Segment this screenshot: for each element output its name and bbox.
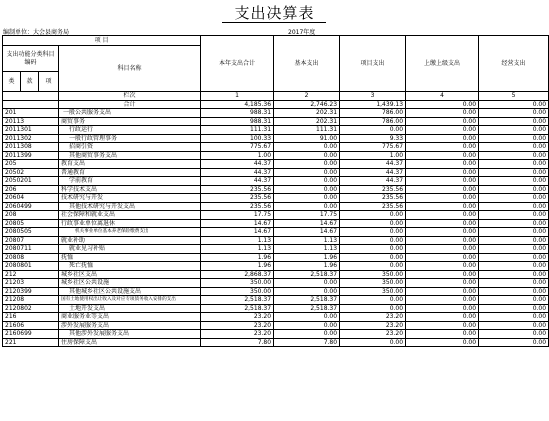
row-code: 2120399 (3, 287, 59, 296)
row-value-5: 0.00 (479, 202, 549, 211)
expenditure-table (2, 35, 549, 347)
total-value-3: 1,439.13 (340, 100, 406, 109)
row-value-4: 0.00 (406, 279, 479, 288)
row-value-5: 0.00 (479, 117, 549, 126)
row-subject-name: 涉外发展服务支出 (59, 321, 201, 330)
col-header-3: 项目支出 (340, 36, 406, 92)
class-header: 类 (3, 72, 21, 92)
row-value-1: 988.31 (201, 117, 274, 126)
row-value-3: 0.00 (340, 338, 406, 347)
row-value-5: 0.00 (479, 313, 549, 322)
row-code: 2050201 (3, 177, 59, 186)
row-value-2: 0.00 (274, 287, 340, 296)
row-value-5: 0.00 (479, 338, 549, 347)
row-code: 20808 (3, 253, 59, 262)
table-row (3, 279, 549, 288)
row-value-2: 0.00 (274, 185, 340, 194)
row-value-4: 0.00 (406, 245, 479, 254)
row-value-1: 2,868.37 (201, 270, 274, 279)
row-value-4: 0.00 (406, 338, 479, 347)
row-value-1: 44.37 (201, 177, 274, 186)
row-value-2: 91.00 (274, 134, 340, 143)
col-header-1: 本年支出合计 (201, 36, 274, 92)
row-value-5: 0.00 (479, 219, 549, 228)
title-underline (222, 22, 326, 23)
table-row (3, 185, 549, 194)
row-value-1: 1.13 (201, 245, 274, 254)
row-value-4: 0.00 (406, 211, 479, 220)
row-value-2: 7.80 (274, 338, 340, 347)
row-subject-name: 住房保障支出 (59, 338, 201, 347)
row-value-1: 111.31 (201, 126, 274, 135)
row-value-1: 2,518.37 (201, 296, 274, 305)
row-value-4: 0.00 (406, 253, 479, 262)
table-row (3, 304, 549, 313)
row-value-1: 17.75 (201, 211, 274, 220)
row-value-5: 0.00 (479, 194, 549, 203)
table-row (3, 253, 549, 262)
row-value-2: 0.00 (274, 194, 340, 203)
row-code: 2160699 (3, 330, 59, 339)
row-value-1: 44.37 (201, 160, 274, 169)
table-row (3, 245, 549, 254)
row-value-1: 100.33 (201, 134, 274, 143)
col-num-2: 2 (274, 92, 340, 101)
row-value-3: 0.00 (340, 236, 406, 245)
row-code: 20805 (3, 219, 59, 228)
row-value-2: 1.13 (274, 236, 340, 245)
table-row (3, 151, 549, 160)
row-value-3: 786.00 (340, 117, 406, 126)
row-value-2: 0.00 (274, 151, 340, 160)
col-num-1: 1 (201, 92, 274, 101)
row-value-3: 350.00 (340, 287, 406, 296)
row-value-1: 350.00 (201, 279, 274, 288)
row-code: 2011399 (3, 151, 59, 160)
row-subject-name: 城乡社区公共设施 (59, 279, 201, 288)
row-subject-name: 行政运行 (59, 126, 201, 135)
row-value-5: 0.00 (479, 262, 549, 271)
row-subject-name: 学前教育 (59, 177, 201, 186)
document-title: 支出决算表 (234, 4, 315, 22)
table-row (3, 126, 549, 135)
row-value-5: 0.00 (479, 134, 549, 143)
row-value-1: 23.20 (201, 321, 274, 330)
row-subject-name: 其他城乡社区公共设施支出 (59, 287, 201, 296)
row-value-2: 14.67 (274, 219, 340, 228)
row-value-3: 44.37 (340, 160, 406, 169)
row-value-3: 23.20 (340, 313, 406, 322)
row-value-5: 0.00 (479, 296, 549, 305)
row-value-4: 0.00 (406, 160, 479, 169)
row-value-3: 0.00 (340, 253, 406, 262)
row-subject-name: 就业见习补贴 (59, 245, 201, 254)
item-header: 项 (39, 72, 59, 92)
row-value-3: 235.56 (340, 202, 406, 211)
row-value-5: 0.00 (479, 279, 549, 288)
row-subject-name: 机关事业单位基本养老保险缴费支出 (59, 228, 201, 237)
row-value-2: 17.75 (274, 211, 340, 220)
table-row (3, 270, 549, 279)
col-header-5: 经营支出 (479, 36, 549, 92)
row-value-4: 0.00 (406, 143, 479, 152)
row-value-5: 0.00 (479, 253, 549, 262)
row-value-4: 0.00 (406, 296, 479, 305)
row-subject-name: 普通教育 (59, 168, 201, 177)
row-value-3: 0.00 (340, 211, 406, 220)
unit-label: 编制单位：大会县商务局 (3, 29, 70, 36)
row-value-4: 0.00 (406, 321, 479, 330)
total-label: 合计 (59, 100, 201, 109)
row-value-3: 44.37 (340, 177, 406, 186)
row-value-3: 44.37 (340, 168, 406, 177)
row-value-2: 0.00 (274, 330, 340, 339)
row-subject-name: 商贸事务 (59, 117, 201, 126)
row-value-4: 0.00 (406, 330, 479, 339)
row-code: 2080801 (3, 262, 59, 271)
row-value-3: 0.00 (340, 304, 406, 313)
row-subject-name: 其他涉外发展服务支出 (59, 330, 201, 339)
row-value-2: 14.67 (274, 228, 340, 237)
row-value-5: 0.00 (479, 321, 549, 330)
subject-name-header: 科目名称 (59, 46, 201, 92)
table-row (3, 202, 549, 211)
row-value-3: 0.00 (340, 219, 406, 228)
row-value-2: 2,518.37 (274, 304, 340, 313)
row-value-2: 0.00 (274, 202, 340, 211)
row-value-5: 0.00 (479, 270, 549, 279)
table-row (3, 168, 549, 177)
row-code: 221 (3, 338, 59, 347)
row-value-4: 0.00 (406, 304, 479, 313)
row-value-2: 202.31 (274, 109, 340, 118)
row-code: 216 (3, 313, 59, 322)
table-row (3, 321, 549, 330)
row-subject-name: 一般行政管理事务 (59, 134, 201, 143)
row-code: 20604 (3, 194, 59, 203)
row-code: 20113 (3, 117, 59, 126)
row-value-1: 23.20 (201, 330, 274, 339)
table-row (3, 338, 549, 347)
row-subject-name: 城乡社区支出 (59, 270, 201, 279)
row-value-5: 0.00 (479, 236, 549, 245)
row-value-2: 0.00 (274, 321, 340, 330)
row-value-4: 0.00 (406, 109, 479, 118)
table-row (3, 194, 549, 203)
row-code: 212 (3, 270, 59, 279)
row-value-1: 235.56 (201, 202, 274, 211)
row-value-4: 0.00 (406, 270, 479, 279)
row-value-1: 1.96 (201, 262, 274, 271)
total-row (3, 100, 549, 109)
row-code: 201 (3, 109, 59, 118)
row-value-1: 350.00 (201, 287, 274, 296)
row-value-4: 0.00 (406, 185, 479, 194)
row-value-3: 786.00 (340, 109, 406, 118)
row-value-3: 235.56 (340, 194, 406, 203)
row-value-1: 1.96 (201, 253, 274, 262)
table-row (3, 313, 549, 322)
row-value-3: 0.00 (340, 262, 406, 271)
row-index-label: 栏次 (59, 92, 201, 101)
row-code: 21606 (3, 321, 59, 330)
row-value-3: 235.56 (340, 185, 406, 194)
col-num-4: 4 (406, 92, 479, 101)
row-value-1: 235.56 (201, 185, 274, 194)
total-code-blank (3, 100, 59, 109)
row-value-4: 0.00 (406, 126, 479, 135)
row-subject-name: 其他商贸事务支出 (59, 151, 201, 160)
row-code: 21203 (3, 279, 59, 288)
row-value-3: 0.00 (340, 296, 406, 305)
section-header: 款 (21, 72, 39, 92)
row-value-1: 23.20 (201, 313, 274, 322)
row-value-5: 0.00 (479, 287, 549, 296)
row-value-1: 1.00 (201, 151, 274, 160)
row-value-3: 9.33 (340, 134, 406, 143)
row-code: 2011302 (3, 134, 59, 143)
col-num-3: 3 (340, 92, 406, 101)
row-value-4: 0.00 (406, 228, 479, 237)
row-value-3: 350.00 (340, 270, 406, 279)
table-header (3, 36, 549, 109)
row-value-2: 202.31 (274, 117, 340, 126)
row-value-5: 0.00 (479, 185, 549, 194)
row-value-4: 0.00 (406, 194, 479, 203)
row-value-4: 0.00 (406, 202, 479, 211)
row-value-5: 0.00 (479, 211, 549, 220)
row-value-5: 0.00 (479, 330, 549, 339)
table-row (3, 160, 549, 169)
table-body (3, 109, 549, 347)
row-value-5: 0.00 (479, 304, 549, 313)
row-value-4: 0.00 (406, 151, 479, 160)
table-row (3, 177, 549, 186)
table-row (3, 296, 549, 305)
total-value-5: 0.00 (479, 100, 549, 109)
func-code-header: 支出功能分类科目编码 (3, 46, 59, 72)
row-value-3: 775.67 (340, 143, 406, 152)
row-subject-name: 就业补助 (59, 236, 201, 245)
row-code: 2120802 (3, 304, 59, 313)
row-value-1: 7.80 (201, 338, 274, 347)
row-value-3: 0.00 (340, 126, 406, 135)
row-value-2: 0.00 (274, 177, 340, 186)
row-value-2: 1.96 (274, 262, 340, 271)
row-value-2: 2,518.37 (274, 296, 340, 305)
table-row (3, 287, 549, 296)
row-value-2: 0.00 (274, 279, 340, 288)
row-code: 21208 (3, 296, 59, 305)
row-value-1: 1.13 (201, 236, 274, 245)
row-code: 2080711 (3, 245, 59, 254)
row-subject-name: 社会保障和就业支出 (59, 211, 201, 220)
col-num-5: 5 (479, 92, 549, 101)
col-header-4: 上缴上级支出 (406, 36, 479, 92)
row-subject-name: 技术研究与开发 (59, 194, 201, 203)
table-row (3, 109, 549, 118)
row-subject-name: 国有土地使用权出让收入及对应专项债务收入安排的支出 (59, 296, 201, 305)
row-value-4: 0.00 (406, 313, 479, 322)
row-value-1: 235.56 (201, 194, 274, 203)
row-subject-name: 土地开发支出 (59, 304, 201, 313)
row-index-blank (3, 92, 59, 101)
row-value-5: 0.00 (479, 168, 549, 177)
row-code: 208 (3, 211, 59, 220)
table-row (3, 262, 549, 271)
row-value-1: 14.67 (201, 228, 274, 237)
row-value-4: 0.00 (406, 287, 479, 296)
row-code: 2060499 (3, 202, 59, 211)
row-value-5: 0.00 (479, 177, 549, 186)
row-value-2: 111.31 (274, 126, 340, 135)
row-value-2: 1.96 (274, 253, 340, 262)
row-subject-name: 教育支出 (59, 160, 201, 169)
row-subject-name: 行政事业单位离退休 (59, 219, 201, 228)
row-code: 20807 (3, 236, 59, 245)
row-value-1: 14.67 (201, 219, 274, 228)
row-value-4: 0.00 (406, 177, 479, 186)
row-value-2: 1.13 (274, 245, 340, 254)
row-value-2: 0.00 (274, 143, 340, 152)
row-value-5: 0.00 (479, 109, 549, 118)
table-row (3, 143, 549, 152)
row-code: 205 (3, 160, 59, 169)
row-value-4: 0.00 (406, 236, 479, 245)
row-value-3: 23.20 (340, 330, 406, 339)
row-code: 2011301 (3, 126, 59, 135)
row-subject-name: 抚恤 (59, 253, 201, 262)
total-value-4: 0.00 (406, 100, 479, 109)
row-value-1: 2,518.37 (201, 304, 274, 313)
table-row (3, 236, 549, 245)
row-value-3: 0.00 (340, 228, 406, 237)
total-value-2: 2,746.23 (274, 100, 340, 109)
project-group-header: 项 目 (3, 36, 201, 46)
col-header-2: 基本支出 (274, 36, 340, 92)
row-subject-name: 一般公共服务支出 (59, 109, 201, 118)
total-value-1: 4,185.36 (201, 100, 274, 109)
row-code: 2011308 (3, 143, 59, 152)
row-value-3: 350.00 (340, 279, 406, 288)
row-value-3: 0.00 (340, 245, 406, 254)
row-subject-name: 死亡抚恤 (59, 262, 201, 271)
row-value-4: 0.00 (406, 262, 479, 271)
row-value-1: 44.37 (201, 168, 274, 177)
row-value-5: 0.00 (479, 160, 549, 169)
table-row (3, 219, 549, 228)
row-code: 20502 (3, 168, 59, 177)
row-value-2: 2,518.37 (274, 270, 340, 279)
row-value-2: 0.00 (274, 168, 340, 177)
row-value-2: 0.00 (274, 313, 340, 322)
row-value-1: 988.31 (201, 109, 274, 118)
row-subject-name: 科学技术支出 (59, 185, 201, 194)
row-code: 2080505 (3, 228, 59, 237)
table-row (3, 330, 549, 339)
table-row (3, 211, 549, 220)
row-subject-name: 商业服务业等支出 (59, 313, 201, 322)
year-label: 2017年度 (288, 29, 316, 36)
row-value-5: 0.00 (479, 151, 549, 160)
row-subject-name: 其他技术研究与开发支出 (59, 202, 201, 211)
row-code: 206 (3, 185, 59, 194)
row-value-2: 0.00 (274, 160, 340, 169)
row-value-1: 775.67 (201, 143, 274, 152)
row-value-5: 0.00 (479, 143, 549, 152)
row-subject-name: 招商引资 (59, 143, 201, 152)
table-row (3, 228, 549, 237)
table-row (3, 134, 549, 143)
row-value-3: 23.20 (340, 321, 406, 330)
row-value-4: 0.00 (406, 219, 479, 228)
table-row (3, 117, 549, 126)
row-value-5: 0.00 (479, 126, 549, 135)
row-value-3: 1.00 (340, 151, 406, 160)
row-value-4: 0.00 (406, 134, 479, 143)
row-value-5: 0.00 (479, 245, 549, 254)
row-value-5: 0.00 (479, 228, 549, 237)
row-value-4: 0.00 (406, 168, 479, 177)
row-value-4: 0.00 (406, 117, 479, 126)
